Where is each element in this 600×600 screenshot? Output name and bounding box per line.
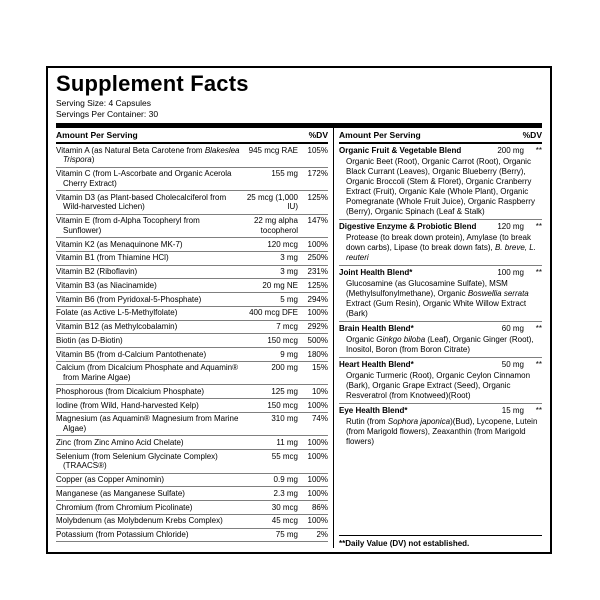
nutrient-name: Iodine (from Wild, Hand-harvested Kelp) — [56, 400, 199, 410]
blend-ingredients: Organic Turmeric (Root), Organic Ceylon Cinnamon (Bark), Organic Grape Extract (Seed), Organic Resveratrol (from Knotweed)(Root) — [346, 371, 531, 401]
blend-row — [339, 220, 542, 266]
dv-header: %DV — [522, 130, 542, 141]
footnote: **Daily Value (DV) not established. — [339, 535, 542, 548]
nutrient-amount: 5 mg — [280, 294, 298, 304]
table-row — [56, 362, 328, 386]
nutrient-amount: 150 mcg — [267, 400, 298, 410]
nutrient-name: Vitamin B12 (as Methylcobalamin) — [56, 322, 178, 332]
table-row — [56, 144, 328, 168]
nutrient-amount: 150 mcg — [267, 335, 298, 345]
nutrient-dv: ** — [535, 145, 542, 155]
nutrient-amount: 60 mg — [501, 323, 524, 333]
nutrient-name: Organic Fruit & Vegetable Blend — [339, 145, 462, 155]
nutrient-amount: 2.3 mg — [273, 488, 298, 498]
nutrient-name: Potassium (from Potassium Chloride) — [56, 530, 189, 540]
nutrient-amount: 15 mg — [501, 405, 524, 415]
nutrient-name: Vitamin C (from L-Ascorbate and Organic Acerola Cherry Extract) — [56, 169, 232, 188]
nutrient-amount: 0.9 mg — [273, 475, 298, 485]
right-column — [334, 128, 542, 548]
table-row — [56, 252, 328, 266]
nutrient-name: Brain Health Blend* — [339, 323, 414, 333]
nutrient-amount: 22 mg alpha tocopherol — [253, 216, 298, 235]
nutrient-amount: 45 mcg — [271, 516, 298, 526]
nutrient-dv: ** — [535, 323, 542, 333]
blend-row — [339, 322, 542, 358]
nutrient-dv: 2% — [316, 530, 328, 540]
table-row — [56, 529, 328, 543]
columns — [56, 128, 542, 548]
nutrient-name: Folate (as Active L-5-Methylfolate) — [56, 308, 178, 318]
nutrient-dv: 294% — [307, 294, 328, 304]
nutrient-name: Vitamin E (from d-Alpha Tocopheryl from Sunflower) — [56, 216, 200, 235]
nutrient-name: Vitamin D3 (as Plant-based Cholecalciferol from Wild-harvested Lichen) — [56, 192, 227, 212]
nutrient-dv: 100% — [307, 516, 328, 526]
left-column-header — [56, 128, 328, 144]
table-row — [56, 436, 328, 450]
nutrient-dv: 74% — [311, 414, 328, 424]
nutrient-amount: 25 mcg (1,000 IU) — [246, 192, 298, 212]
table-row — [56, 191, 328, 215]
nutrient-dv: 10% — [311, 386, 328, 396]
nutrient-amount: 7 mcg — [276, 322, 298, 332]
nutrient-amount: 55 mcg — [271, 451, 298, 461]
nutrient-amount: 945 mcg RAE — [248, 145, 298, 155]
nutrient-table — [56, 144, 328, 542]
serving-size: Serving Size: 4 Capsules — [56, 98, 151, 109]
nutrient-amount: 100 mg — [497, 267, 524, 277]
nutrient-name: Copper (as Copper Aminomin) — [56, 475, 165, 485]
blend-row — [339, 266, 542, 322]
nutrient-dv: 100% — [307, 400, 328, 410]
table-row — [56, 385, 328, 399]
nutrient-name: Vitamin A (as Natural Beta Carotene from Blakeslea Trispora) — [56, 145, 240, 165]
table-row — [56, 450, 328, 474]
nutrient-name: Vitamin K2 (as Menaquinone MK-7) — [56, 239, 183, 249]
nutrient-dv: 15% — [311, 363, 328, 373]
nutrient-dv: ** — [535, 359, 542, 369]
nutrient-amount: 400 mcg DFE — [249, 308, 298, 318]
table-row — [56, 279, 328, 293]
nutrient-name: Selenium (from Selenium Glycinate Complex)(TRAACS®) — [56, 451, 218, 471]
table-row — [339, 266, 542, 279]
table-row — [56, 515, 328, 529]
table-row — [56, 293, 328, 307]
nutrient-dv: 100% — [307, 437, 328, 447]
servings-per-container: Servings Per Container: 30 — [56, 109, 159, 120]
nutrient-dv: 125% — [307, 280, 328, 290]
dv-header: %DV — [308, 130, 328, 141]
nutrient-dv: 100% — [307, 488, 328, 498]
table-row — [56, 413, 328, 437]
nutrient-name: Zinc (from Zinc Amino Acid Chelate) — [56, 437, 184, 447]
nutrient-amount: 200 mg — [271, 363, 298, 373]
label-title: Supplement Facts — [56, 71, 249, 96]
nutrient-dv: 172% — [307, 169, 328, 179]
nutrient-name: Chromium (from Chromium Picolinate) — [56, 502, 193, 512]
amount-per-serving-header: Amount Per Serving — [56, 130, 138, 141]
nutrient-name: Molybdenum (as Molybdenum Krebs Complex) — [56, 516, 223, 526]
nutrient-dv: 180% — [307, 349, 328, 359]
nutrient-name: Vitamin B3 (as Niacinamide) — [56, 280, 157, 290]
nutrient-dv: ** — [535, 405, 542, 415]
nutrient-amount: 50 mg — [501, 359, 524, 369]
nutrient-name: Vitamin B6 (from Pyridoxal-5-Phosphate) — [56, 294, 202, 304]
nutrient-amount: 30 mcg — [271, 502, 298, 512]
nutrient-amount: 155 mg — [271, 169, 298, 179]
nutrient-name: Biotin (as D-Biotin) — [56, 335, 123, 345]
nutrient-amount: 310 mg — [271, 414, 298, 424]
nutrient-dv: 100% — [307, 451, 328, 461]
blend-ingredients: Organic Beet (Root), Organic Carrot (Root), Organic Black Currant (Leaves), Organic Blueberry (Berry), Organic Broccoli (Stem & Floret), Organic Cranberry Extract (Fruit), Organic Kale (Whole Plant), Organic Pomegranate (Whole Fruit Juice), Organic Raspberry (Berry), Organic Spinach (Leaf & Stalk) — [346, 156, 535, 217]
nutrient-name: Phosphorous (from Dicalcium Phosphate) — [56, 386, 205, 396]
nutrient-name: Magnesium (as Aquamin® Magnesium from Marine Algae) — [56, 414, 239, 434]
left-column — [56, 128, 334, 548]
nutrient-name: Manganese (as Manganese Sulfate) — [56, 488, 185, 498]
table-row — [56, 474, 328, 488]
nutrient-amount: 20 mg NE — [262, 280, 298, 290]
nutrient-amount: 200 mg — [497, 145, 524, 155]
table-row — [339, 144, 542, 157]
nutrient-dv: 147% — [307, 216, 328, 226]
nutrient-amount: 3 mg — [280, 267, 298, 277]
nutrient-dv: 250% — [307, 253, 328, 263]
blend-ingredients: Organic Ginkgo biloba (Leaf), Organic Ginger (Root), Inositol, Boron (from Boron Citrate) — [346, 335, 534, 355]
table-row — [56, 348, 328, 362]
table-row — [56, 168, 328, 192]
nutrient-dv: 100% — [307, 475, 328, 485]
nutrient-dv: ** — [535, 267, 542, 277]
nutrient-name: Calcium (from Dicalcium Phosphate and Aquamin® from Marine Algae) — [56, 363, 238, 383]
table-row — [56, 215, 328, 239]
table-row — [339, 358, 542, 371]
table-row — [56, 501, 328, 515]
table-row — [339, 404, 542, 417]
nutrient-amount: 120 mg — [497, 221, 524, 231]
table-row — [339, 322, 542, 335]
nutrient-dv: 125% — [307, 192, 328, 202]
blend-row — [339, 358, 542, 404]
nutrient-name: Joint Health Blend* — [339, 267, 413, 277]
table-row — [56, 266, 328, 280]
blend-ingredients: Protease (to break down protein), Amylase (to break down carbs), Lipase (to break down fats), B. breve, L. reuteri — [346, 233, 536, 263]
supplement-facts-label — [46, 66, 552, 554]
right-column-header — [339, 128, 542, 144]
amount-per-serving-header: Amount Per Serving — [339, 130, 421, 141]
nutrient-dv: 292% — [307, 322, 328, 332]
table-row — [339, 220, 542, 233]
nutrient-dv: 105% — [307, 145, 328, 155]
blend-row — [339, 144, 542, 220]
nutrient-name: Heart Health Blend* — [339, 359, 414, 369]
nutrient-dv: 500% — [307, 335, 328, 345]
nutrient-name: Vitamin B1 (from Thiamine HCl) — [56, 253, 169, 263]
nutrient-name: Eye Health Blend* — [339, 405, 408, 415]
table-row — [56, 238, 328, 252]
nutrient-dv: 100% — [307, 239, 328, 249]
nutrient-name: Vitamin B2 (Riboflavin) — [56, 267, 138, 277]
table-row — [56, 321, 328, 335]
nutrient-name: Digestive Enzyme & Probiotic Blend — [339, 221, 477, 231]
blend-row — [339, 404, 542, 449]
table-row — [56, 487, 328, 501]
blend-ingredients: Rutin (from Sophora japonica)(Bud), Lycopene, Lutein (from Marigold flowers), Zeaxanthin (from Marigold flowers) — [346, 417, 538, 447]
table-row — [56, 307, 328, 321]
table-row — [56, 334, 328, 348]
nutrient-amount: 125 mg — [271, 386, 298, 396]
table-row — [56, 399, 328, 413]
nutrient-amount: 75 mg — [275, 530, 298, 540]
nutrient-dv: 86% — [311, 502, 328, 512]
blend-ingredients: Glucosamine (as Glucosamine Sulfate), MSM (Methylsulfonylmethane), Organic Boswellia serrata Extract (Gum Resin), Organic White Willow Extract (Bark) — [346, 279, 529, 319]
nutrient-dv: 100% — [307, 308, 328, 318]
nutrient-amount: 11 mg — [276, 437, 298, 447]
nutrient-amount: 3 mg — [280, 253, 298, 263]
nutrient-name: Vitamin B5 (from d-Calcium Pantothenate) — [56, 349, 207, 359]
nutrient-dv: ** — [535, 221, 542, 231]
blend-table — [339, 144, 542, 449]
nutrient-amount: 120 mcg — [267, 239, 298, 249]
nutrient-amount: 9 mg — [280, 349, 298, 359]
nutrient-dv: 231% — [307, 267, 328, 277]
